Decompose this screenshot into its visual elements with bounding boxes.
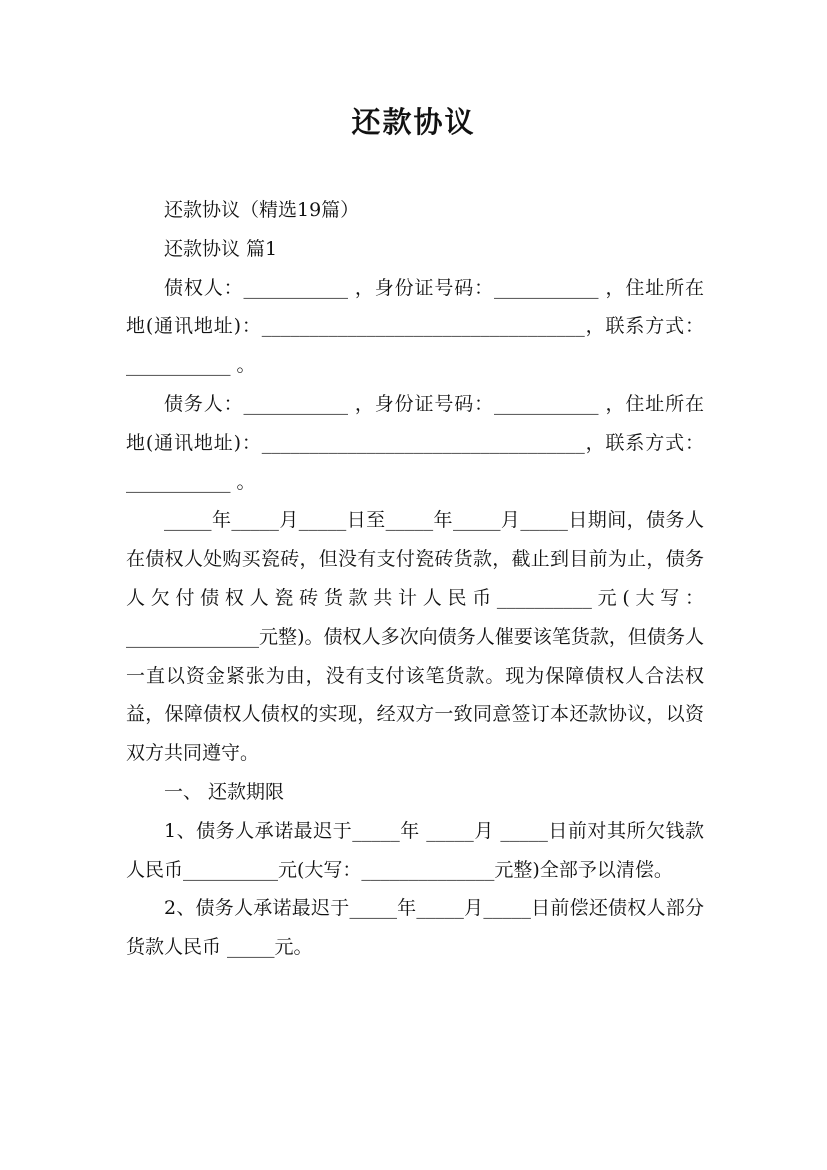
clause-item-1: 1、债务人承诺最迟于_____年 _____月 _____日前对其所欠钱款人民币__________元(大写：______________元整)全部予以清偿。 xyxy=(126,819,704,881)
section-heading: 还款协议 篇1 xyxy=(164,237,278,260)
clause-heading-repayment-term: 一、 还款期限 xyxy=(164,780,285,803)
debtor-info-paragraph: 债务人：___________ ，身份证号码：___________ ，住址所在地(通讯地址)：__________________________________，联系方式：___________ 。 xyxy=(126,392,704,493)
background-paragraph: _____年_____月_____日至_____年_____月_____日期间，债务人在债权人处购买瓷砖，但没有支付瓷砖货款，截止到目前为止，债务人欠付债权人瓷砖货款共计人民币__________元(大写：______________元整)。债权人多次向债务人催要该笔货款，但债务人一直以资金紧张为由，没有支付该笔货款。现为保障债权人合法权益，保障债权人债权的实现，经双方一致同意签订本还款协议，以资双方共同遵守。 xyxy=(126,509,704,765)
subtitle-paragraph: 还款协议（精选19篇） xyxy=(164,199,360,221)
document-body xyxy=(126,191,704,967)
clause-item-2: 2、债务人承诺最迟于_____年_____月_____日前偿还债权人部分货款人民币 _____元。 xyxy=(126,897,704,959)
document-title: 还款协议 xyxy=(351,105,476,139)
creditor-info-paragraph: 债权人：___________ ，身份证号码：___________ ，住址所在地(通讯地址)：__________________________________，联系方式：___________ 。 xyxy=(126,276,704,377)
